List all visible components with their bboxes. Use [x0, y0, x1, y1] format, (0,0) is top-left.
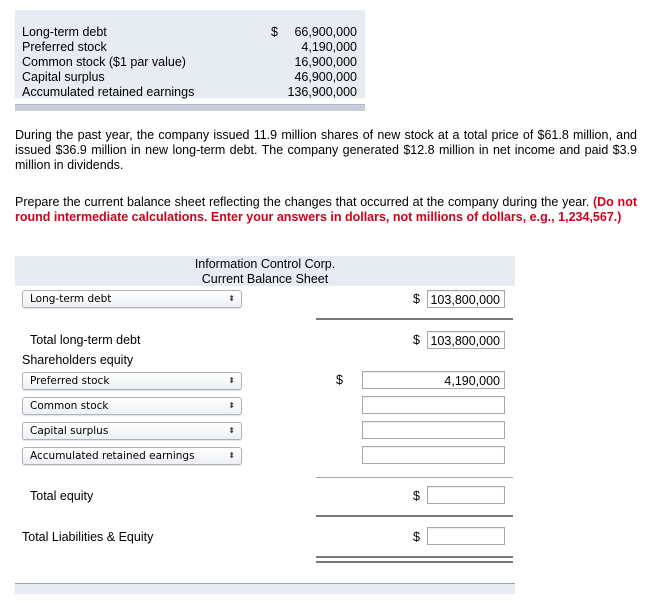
- total-le-input[interactable]: [427, 527, 505, 545]
- given-dollar-sign: $: [271, 25, 278, 39]
- divider-line: [316, 477, 513, 478]
- given-value-retained-earnings: 136,900,000: [287, 85, 357, 99]
- given-data-table: [15, 10, 365, 110]
- double-underline-top: [316, 556, 513, 558]
- equity-select-retained[interactable]: [22, 447, 242, 465]
- problem-description: During the past year, the company issued 11.9 million shares of new stock at a total price of $61.8 million, and issued $36.9 million in new long-term debt. The company generated $12.8 million in net income and paid $3.9 million in dividends.: [15, 128, 637, 172]
- equity-select-preferred[interactable]: [22, 372, 242, 390]
- given-value-preferred-stock: 4,190,000: [301, 40, 357, 54]
- given-value-long-term-debt: 66,900,000: [294, 25, 357, 39]
- equity-select-text: Accumulated retained earnings: [30, 450, 195, 462]
- dollar-sign: $: [413, 333, 420, 347]
- divider-line: [316, 515, 513, 517]
- given-value-capital-surplus: 46,900,000: [294, 70, 357, 84]
- double-underline-bottom: [316, 561, 513, 563]
- equity-select-text: Capital surplus: [30, 425, 109, 437]
- total-le-label: Total Liabilities & Equity: [22, 530, 154, 544]
- equity-select-surplus[interactable]: [22, 422, 242, 440]
- dollar-sign: $: [336, 373, 343, 387]
- equity-heading: Shareholders equity: [22, 353, 134, 367]
- dollar-sign: $: [413, 489, 420, 503]
- ltd-select-text: Long-term debt: [30, 293, 112, 305]
- given-label-common-stock: Common stock ($1 par value): [22, 55, 186, 69]
- select-arrows-icon: ⬍: [228, 451, 235, 460]
- instruction-text: [15, 195, 637, 225]
- total-equity-label: Total equity: [30, 489, 94, 503]
- divider-line: [316, 318, 513, 320]
- total-ltd-label: Total long-term debt: [30, 333, 141, 347]
- total-ltd-input[interactable]: 103,800,000: [427, 331, 505, 349]
- given-label-preferred-stock: Preferred stock: [22, 40, 107, 54]
- balance-sheet-footer-bar: [15, 583, 515, 594]
- equity-input-surplus[interactable]: [362, 421, 505, 439]
- table-footer-bar: [15, 104, 365, 111]
- equity-select-text: Preferred stock: [30, 375, 110, 387]
- equity-input-common[interactable]: [362, 396, 505, 414]
- select-arrows-icon: ⬍: [228, 401, 235, 410]
- instruction-note: (Do not round intermediate calculations. Enter your answers in dollars, not millions of dollars, e.g., 1,234,567.): [15, 195, 637, 224]
- ltd-select[interactable]: [22, 290, 242, 308]
- dollar-sign: $: [413, 292, 420, 306]
- company-name: Information Control Corp.: [194, 257, 336, 271]
- dollar-sign: $: [413, 530, 420, 544]
- balance-sheet-title: Current Balance Sheet: [201, 272, 329, 286]
- total-equity-input[interactable]: [427, 486, 505, 504]
- select-arrows-icon: ⬍: [228, 294, 235, 303]
- given-label-retained-earnings: Accumulated retained earnings: [22, 85, 195, 99]
- equity-input-retained[interactable]: [362, 446, 505, 464]
- given-value-common-stock: 16,900,000: [294, 55, 357, 69]
- ltd-value-input[interactable]: 103,800,000: [427, 290, 505, 308]
- select-arrows-icon: ⬍: [228, 426, 235, 435]
- equity-input-preferred[interactable]: 4,190,000: [362, 371, 505, 389]
- given-label-capital-surplus: Capital surplus: [22, 70, 105, 84]
- given-label-long-term-debt: Long-term debt: [22, 25, 107, 39]
- select-arrows-icon: ⬍: [228, 376, 235, 385]
- instruction-main: Prepare the current balance sheet reflecting the changes that occurred at the company during the year.: [15, 195, 593, 209]
- equity-select-common[interactable]: [22, 397, 242, 415]
- balance-sheet-header: [15, 256, 515, 286]
- equity-select-text: Common stock: [30, 400, 109, 412]
